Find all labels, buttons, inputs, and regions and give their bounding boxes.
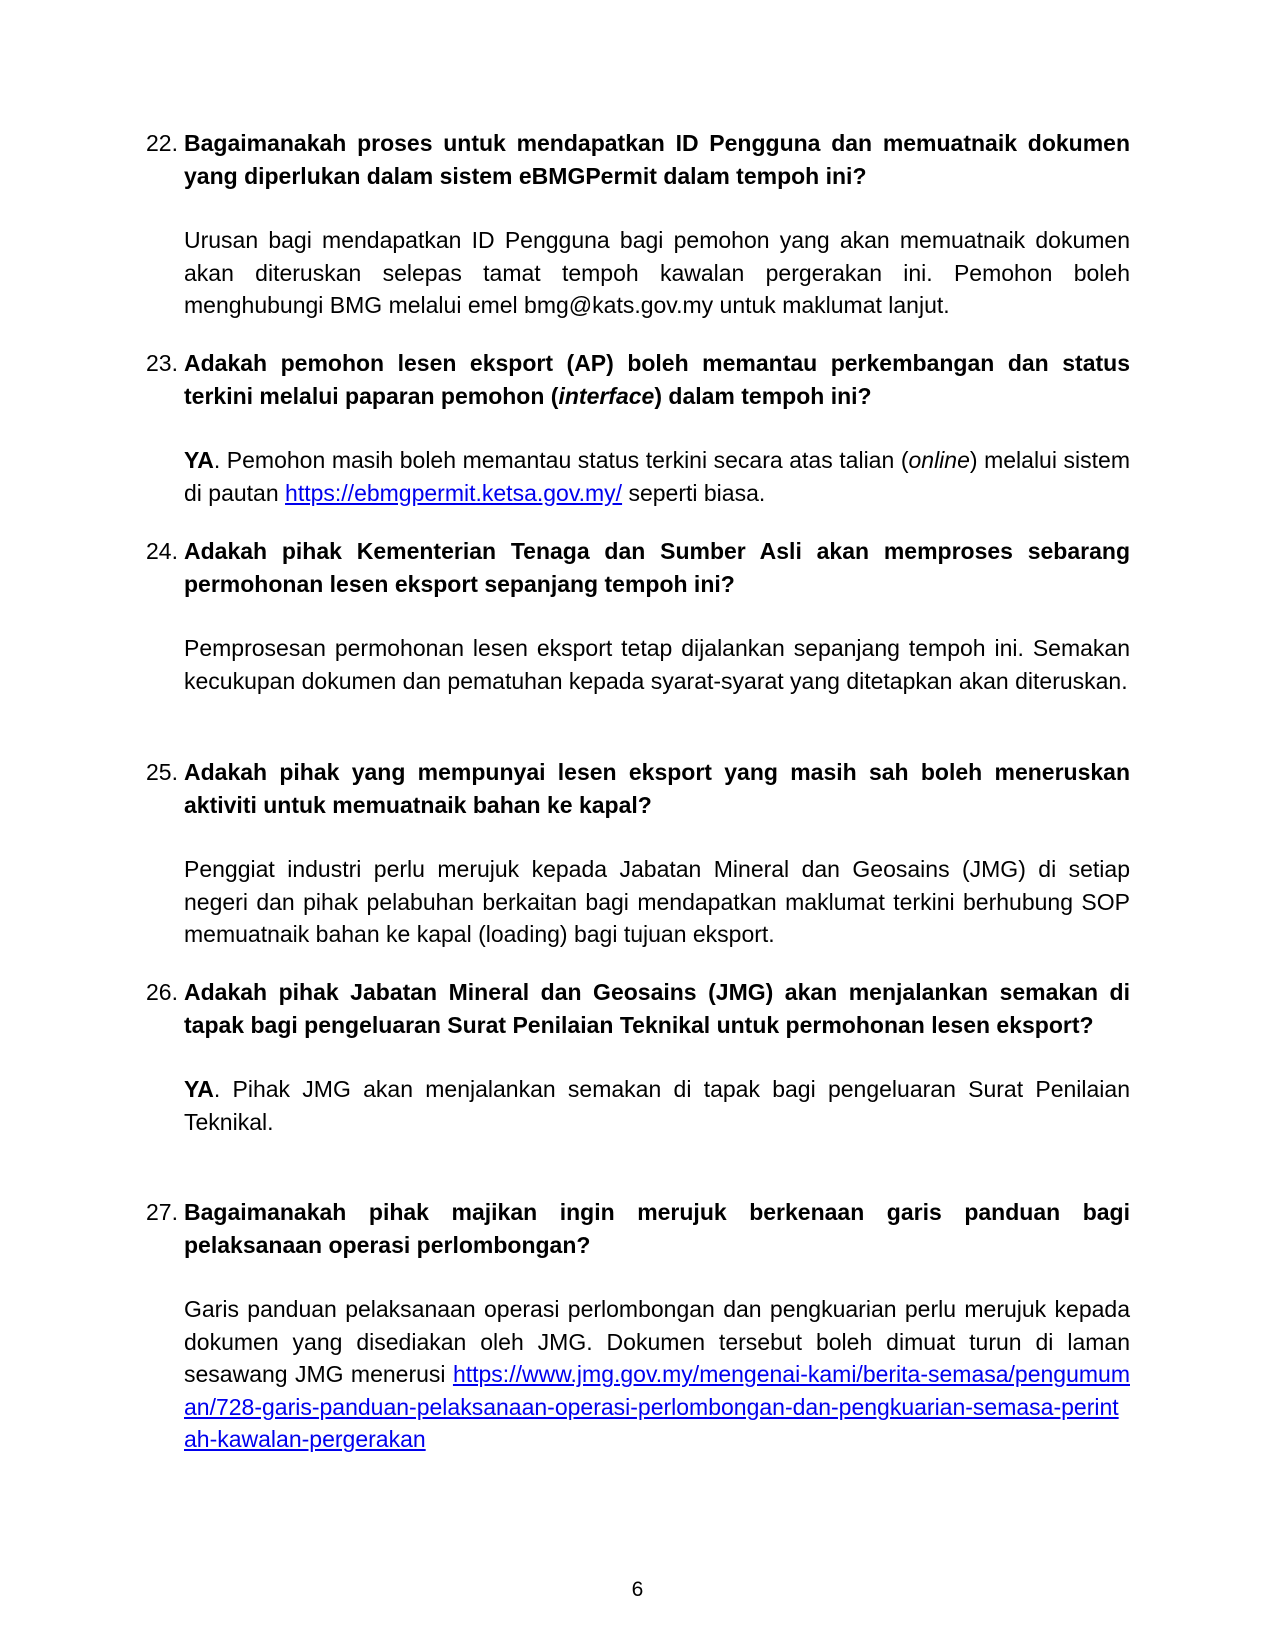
question [146, 756, 1130, 821]
question-text: Bagaimanakah proses untuk mendapatkan ID Pengguna dan memuatnaik dokumen yang diperlukan dalam sistem eBMGPermit dalam tempoh ini? [184, 130, 1130, 189]
question-text: Adakah pemohon lesen eksport (AP) boleh memantau perkembangan dan status terkini melalui paparan pemohon (interface) dalam tempoh ini? [184, 350, 1130, 409]
answer-text: YA. Pemohon masih boleh memantau status terkini secara atas talian (online) melalui sistem di pautan https://ebmgpermit.ketsa.gov.my/ seperti biasa. [184, 447, 1130, 506]
answer-yes: YA [184, 447, 214, 473]
italic-term: online [908, 447, 970, 473]
question [146, 1196, 1130, 1261]
question-text: Adakah pihak Kementerian Tenaga dan Sumber Asli akan memproses sebarang permohonan lesen eksport sepanjang tempoh ini? [184, 538, 1130, 597]
faq-item-22 [146, 127, 1130, 322]
answer-yes: YA [184, 1076, 214, 1102]
question-number: 26. [146, 979, 178, 1005]
question [146, 535, 1130, 600]
question-number: 22. [146, 130, 178, 156]
question-number: 24. [146, 538, 178, 564]
faq-item-25 [146, 756, 1130, 951]
answer-text: Garis panduan pelaksanaan operasi perlombongan dan pengkuarian perlu merujuk kepada dokumen yang disediakan oleh JMG. Dokumen tersebut boleh dimuat turun di laman sesawang JMG menerusi https://www.jmg.gov.my/mengenai-kami/berita-semasa/pengumuman/728-garis-panduan-pelaksanaan-operasi-perlombongan-dan-pengkuarian-semasa-perintah-kawalan-pergerakan [184, 1296, 1130, 1452]
question [146, 127, 1130, 192]
ebmgpermit-link[interactable]: https://ebmgpermit.ketsa.gov.my/ [285, 479, 623, 506]
faq-item-23 [146, 347, 1130, 509]
question-text: Bagaimanakah pihak majikan ingin merujuk berkenaan garis panduan bagi pelaksanaan operasi perlombongan? [184, 1199, 1130, 1258]
answer-text: YA. Pihak JMG akan menjalankan semakan di tapak bagi pengeluaran Surat Penilaian Teknikal. [184, 1076, 1130, 1135]
jmg-guideline-link[interactable]: https://www.jmg.gov.my/mengenai-kami/berita-semasa/pengumuman/728-garis-panduan-pelaksanaan-operasi-perlombongan-dan-pengkuarian-semasa-perintah-kawalan-pergerakan [184, 1361, 1130, 1452]
question-number: 27. [146, 1199, 178, 1225]
italic-term: interface [558, 382, 655, 409]
answer-text: Urusan bagi mendapatkan ID Pengguna bagi pemohon yang akan memuatnaik dokumen akan diteruskan selepas tamat tempoh kawalan pergerakan ini. Pemohon boleh menghubungi BMG melalui emel bmg@kats.gov.my untuk maklumat lanjut. [184, 227, 1130, 318]
faq-item-24 [146, 535, 1130, 697]
question-number: 25. [146, 759, 178, 785]
answer-text: Penggiat industri perlu merujuk kepada Jabatan Mineral dan Geosains (JMG) di setiap negeri dan pihak pelabuhan berkaitan bagi mendapatkan maklumat terkini berhubung SOP memuatnaik bahan ke kapal (loading) bagi tujuan eksport. [184, 856, 1130, 947]
question-number: 23. [146, 350, 178, 376]
answer-text: Pemprosesan permohonan lesen eksport tetap dijalankan sepanjang tempoh ini. Semakan kecukupan dokumen dan pematuhan kepada syarat-syarat yang ditetapkan akan diteruskan. [184, 635, 1130, 694]
question-text: Adakah pihak Jabatan Mineral dan Geosains (JMG) akan menjalankan semakan di tapak bagi pengeluaran Surat Penilaian Teknikal untuk permohonan lesen eksport? [184, 979, 1130, 1038]
question [146, 347, 1130, 412]
question-text: Adakah pihak yang mempunyai lesen eksport yang masih sah boleh meneruskan aktiviti untuk memuatnaik bahan ke kapal? [184, 759, 1130, 818]
page-number: 6 [631, 1578, 644, 1601]
faq-item-27 [146, 1196, 1130, 1456]
question [146, 976, 1130, 1041]
faq-item-26 [146, 976, 1130, 1138]
